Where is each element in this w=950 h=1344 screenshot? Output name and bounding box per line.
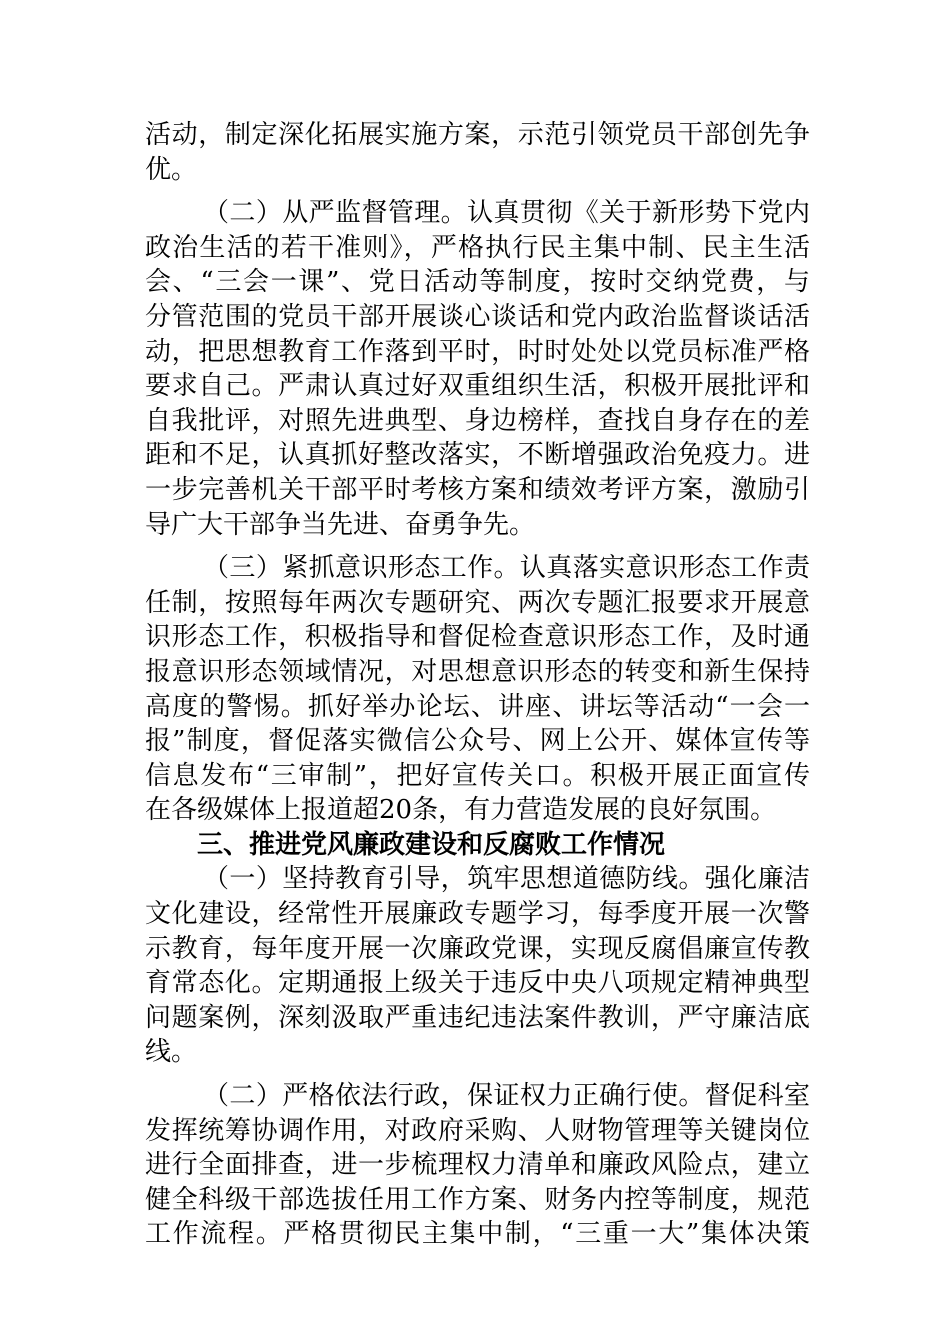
- text-line: 政治生活的若干准则》，严格执行民主集中制、民主生活: [145, 232, 810, 263]
- text-line: 线。: [145, 1037, 198, 1068]
- text-line: 问题案例，深刻汲取严重违纪违法案件教训，严守廉洁底: [145, 1002, 810, 1033]
- text-line: 距和不足，认真抓好整改落实，不断增强政治免疫力。进: [145, 440, 810, 471]
- text-line: 一步完善机关干部平时考核方案和绩效考评方案，激励引: [145, 474, 810, 505]
- text-line: 信息发布“三审制”，把好宣传关口。积极开展正面宣传: [145, 760, 810, 791]
- text-line: 要求自己。严肃认真过好双重组织生活，积极开展批评和: [145, 371, 810, 402]
- text-line: 识形态工作，积极指导和督促检查意识形态工作，及时通: [145, 622, 810, 653]
- text-line: 健全科级干部选拔任用工作方案、财务内控等制度，规范: [145, 1184, 810, 1215]
- paragraph-ideology: [145, 551, 810, 828]
- text-line: 优。: [145, 154, 198, 185]
- text-line: 导广大干部争当先进、奋勇争先。: [145, 509, 536, 540]
- text-line: 活动，制定深化拓展实施方案，示范引领党员干部创先争: [145, 120, 810, 150]
- text-line: （二）严格依法行政，保证权力正确行使。督促科室: [203, 1081, 810, 1112]
- section-heading: 三、推进党风廉政建设和反腐败工作情况: [197, 829, 666, 860]
- text-line: 报意识形态领域情况，对思想意识形态的转变和新生保持: [145, 656, 810, 687]
- text-line: 动，把思想教育工作落到平时，时时处处以党员标准严格: [145, 336, 810, 367]
- document-body: [145, 118, 810, 1252]
- text-line: 进行全面排查，进一步梳理权力清单和廉政风险点，建立: [145, 1150, 810, 1181]
- paragraph-continuation: [145, 118, 810, 187]
- text-line: 示教育，每年度开展一次廉政党课，实现反腐倡廉宣传教: [145, 933, 810, 964]
- text-line: （二）从严监督管理。认真贯彻《关于新形势下党内: [203, 198, 810, 229]
- text-line: 育常态化。定期通报上级关于违反中央八项规定精神典型: [145, 968, 810, 999]
- text-line: 报”制度，督促落实微信公众号、网上公开、媒体宣传等: [145, 726, 810, 757]
- text-line: 会、“三会一课”、党日活动等制度，按时交纳党费，与: [145, 267, 810, 298]
- text-line: 分管范围的党员干部开展谈心谈话和党内政治监督谈话活: [145, 301, 810, 332]
- text-line: （一）坚持教育引导，筑牢思想道德防线。强化廉洁: [203, 864, 810, 895]
- paragraph-supervision: [145, 196, 810, 542]
- text-line: （三）紧抓意识形态工作。认真落实意识形态工作责: [203, 553, 810, 584]
- text-line: 自我批评，对照先进典型、身边榜样，查找自身存在的差: [145, 405, 810, 436]
- text-line: 文化建设，经常性开展廉政专题学习，每季度开展一次警: [145, 899, 810, 930]
- paragraph-administration: [145, 1079, 810, 1252]
- text-line: 在各级媒体上报道超20条，有力营造发展的良好氛围。: [145, 795, 777, 826]
- text-line: 发挥统筹协调作用，对政府采购、人财物管理等关键岗位: [145, 1115, 810, 1146]
- text-line: 工作流程。严格贯彻民主集中制，“三重一大”集体决策: [145, 1219, 810, 1250]
- text-line: 任制，按照每年两次专题研究、两次专题汇报要求开展意: [145, 587, 810, 618]
- paragraph-education: [145, 862, 810, 1070]
- text-line: 高度的警惕。抓好举办论坛、讲座、讲坛等活动“一会一: [145, 691, 810, 722]
